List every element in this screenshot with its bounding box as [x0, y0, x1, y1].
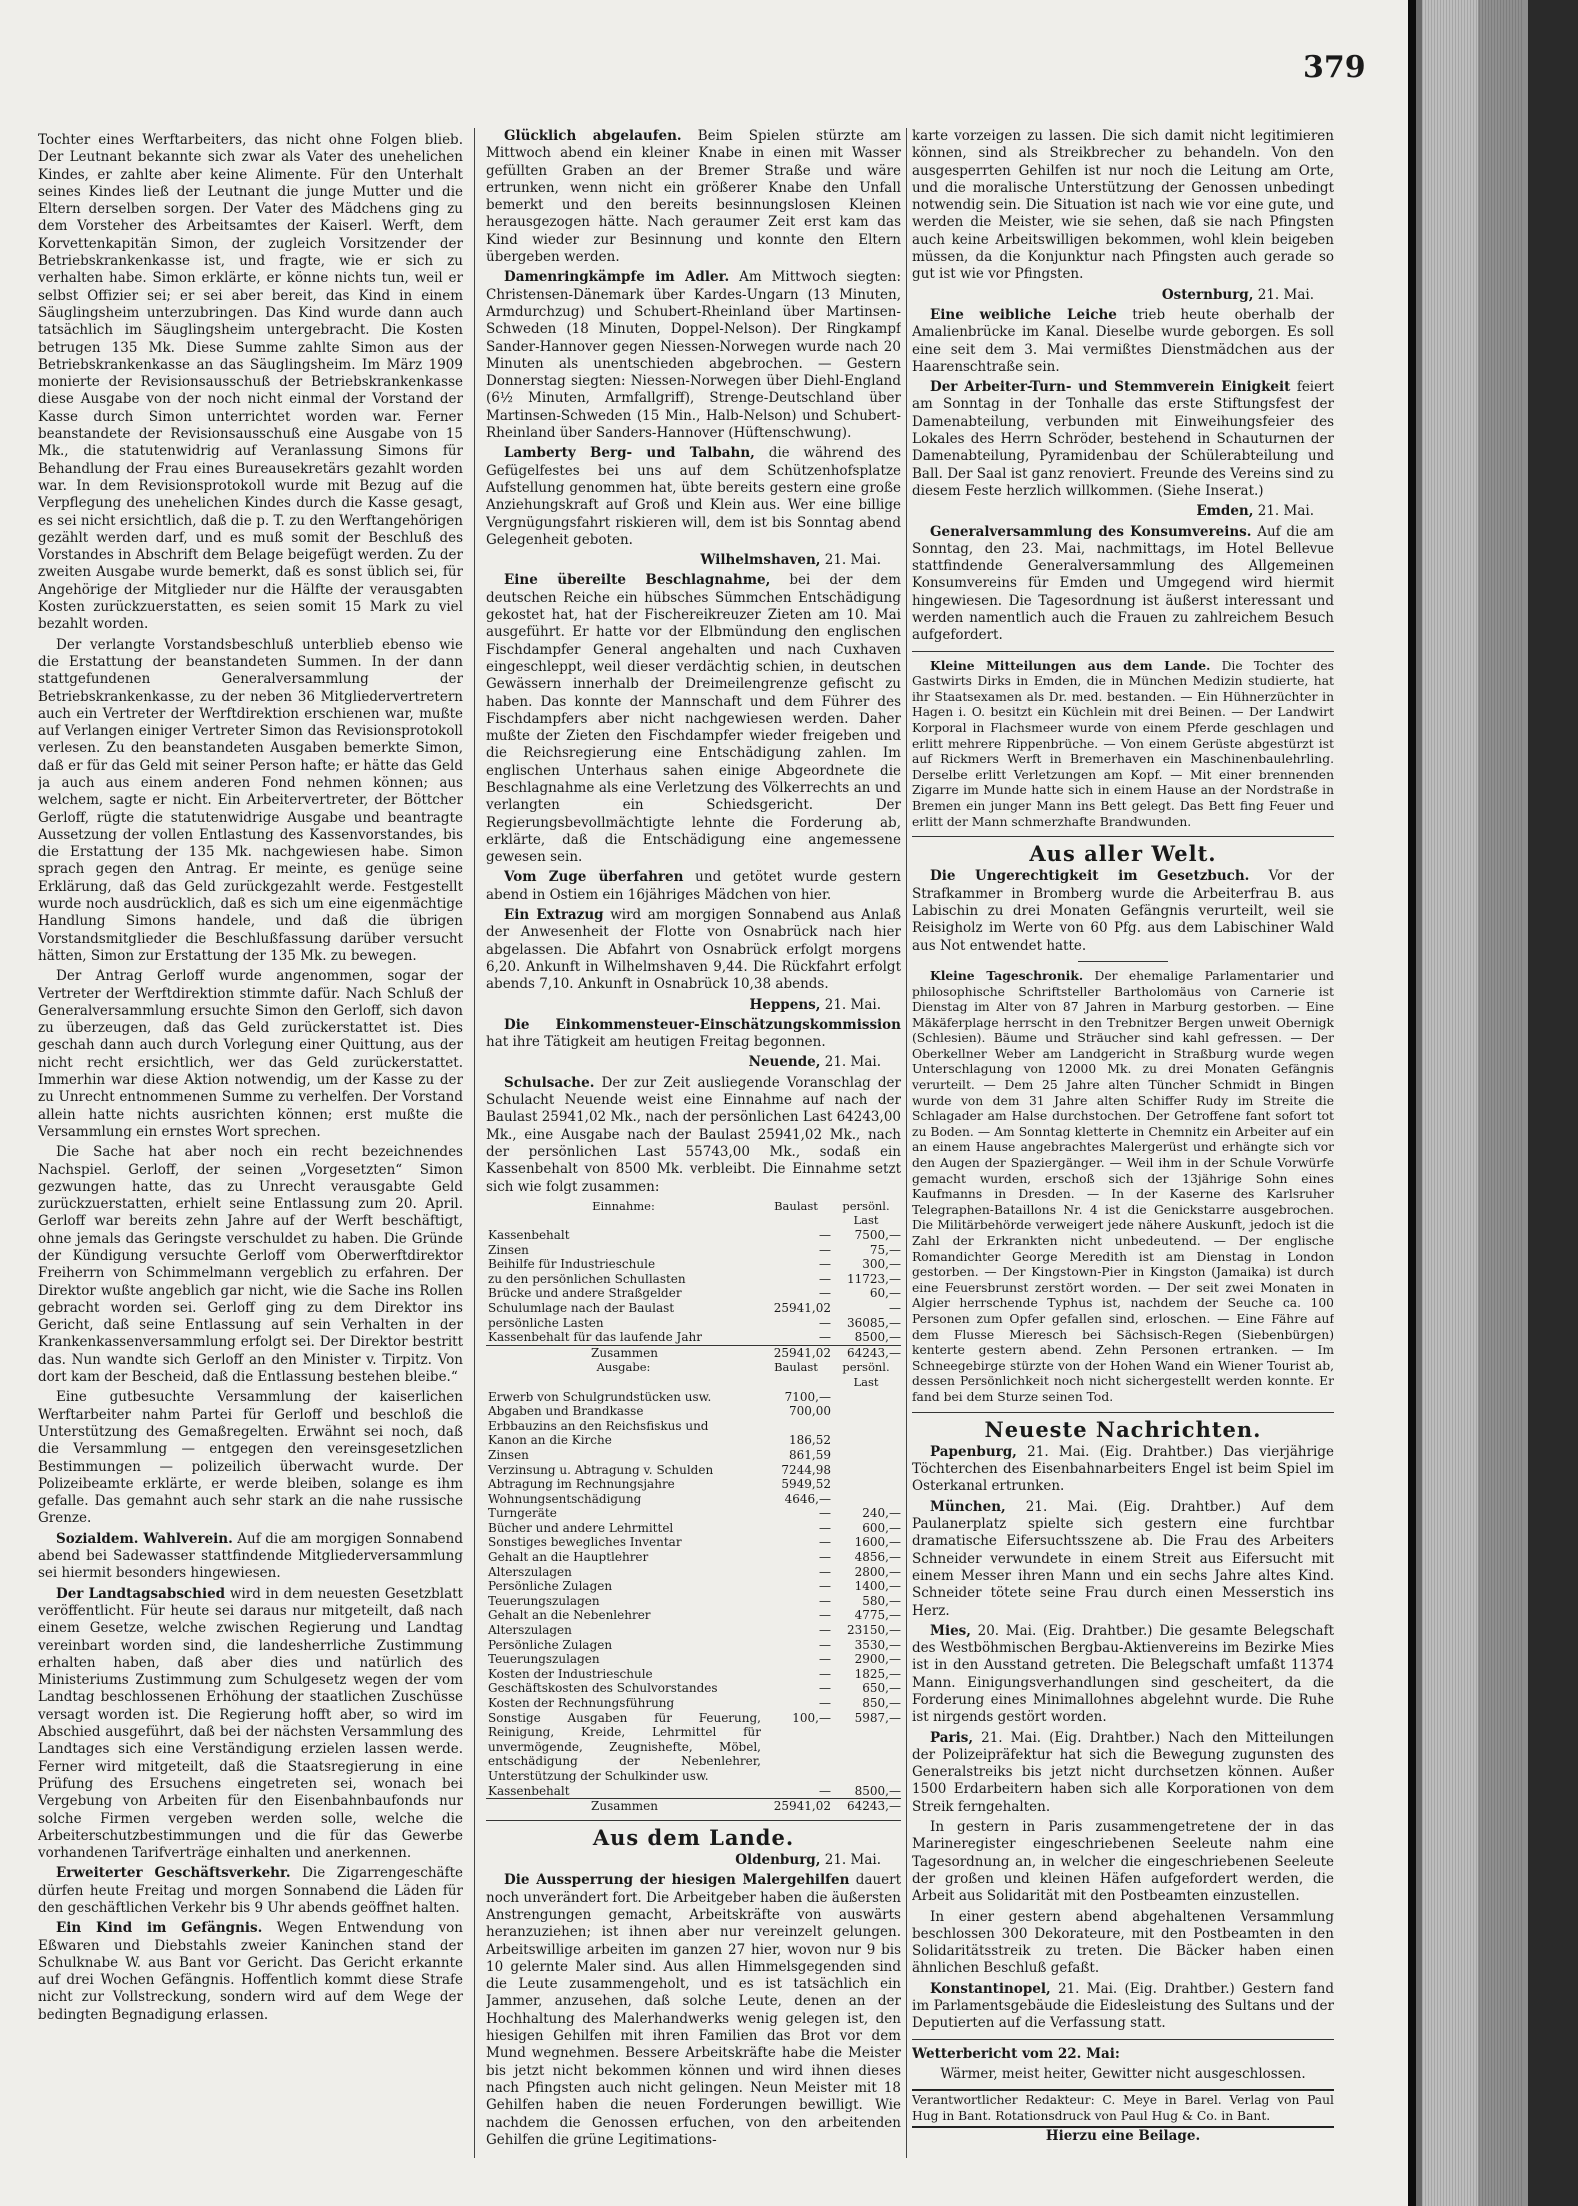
row-label: Kassenbehalt — [488, 1228, 570, 1242]
income-rows — [486, 1199, 901, 1345]
table-row — [486, 1404, 901, 1419]
article-headline: Ein Kind im Gefängnis. — [56, 1920, 263, 1937]
row-label: Kosten der Industrieschule — [488, 1666, 653, 1681]
column-1 — [38, 132, 463, 2172]
row-label: Alterszulagen — [488, 1623, 572, 1638]
row-label: Sonstiges bewegliches Inventar — [488, 1535, 682, 1550]
row-label: Brücke und andere Straßgelder — [488, 1286, 682, 1301]
row-baulast: — — [819, 1608, 831, 1623]
news-body: 21. Mai. (Eig. Drahtber.) Auf dem Paulanerplatz spielte sich gestern eine furchtbar dramatische Eifersuchtsszene ab. Die Frau des Arbeiters Schneider verwundete in einem Streit aus Eifersucht mit einem Messer ihren Mann und ein sechs Jahre altes Kind. Schneider tötete seine Frau durch einen Messerstich ins Herz. — [912, 1498, 1334, 1619]
page-number: 379 — [1303, 50, 1366, 85]
table-row — [486, 1390, 901, 1405]
table-row — [486, 1463, 901, 1478]
row-baulast: — — [819, 1666, 831, 1681]
article-ringkaempfe — [486, 269, 901, 442]
table-row — [486, 1696, 901, 1711]
article-geschaeftsverkehr — [38, 1865, 463, 1917]
expense-total — [486, 1799, 901, 1814]
row-baulast: — — [819, 1315, 831, 1330]
row-label: Erbbauzins an den Reichsfiskus und — [488, 1418, 709, 1433]
row-baulast: 861,59 — [789, 1447, 831, 1462]
section-rule — [486, 1820, 901, 1821]
news-place: München, — [930, 1498, 1006, 1515]
table-row — [486, 1550, 901, 1565]
article-extrazug — [486, 907, 901, 993]
row-label: zu den persönlichen Schullasten — [488, 1271, 686, 1286]
dateline-place: Emden, — [1196, 503, 1254, 520]
row-baulast: — — [819, 1783, 831, 1798]
dateline — [486, 1054, 881, 1071]
income-title: Einnahme: — [592, 1198, 655, 1213]
dateline-date: 21. Mai. — [824, 1852, 881, 1869]
row-baulast: — — [819, 1242, 831, 1257]
row-label: Kassenbehalt — [488, 1783, 570, 1798]
total-baulast: 25941,02 — [761, 1799, 831, 1814]
total-baulast: 25941,02 — [761, 1345, 831, 1360]
dateline — [912, 503, 1314, 520]
row-baulast: — — [819, 1623, 831, 1638]
dateline-place: Wilhelmshaven, — [700, 552, 821, 569]
row-baulast: — — [819, 1550, 831, 1565]
row-persoenl: 1600,— — [854, 1535, 901, 1550]
article-body: Beim Spielen stürzte am Mittwoch abend ein kleiner Knabe in einen mit Wasser gefüllten Graben an der Bremer Straße und wäre ertrunken, wenn nicht ein größerer Knabe den Unfall bemerkt und den bereits besinnungslosen Kleinen herausgezogen hätte. Nach geraumer Zeit erst kam das Kind wieder zur Besinnung und konnte den Eltern übergeben werden. — [486, 128, 901, 266]
table-row — [486, 1448, 901, 1463]
article-body: Der ehemalige Parlamentarier und philosophische Schriftsteller Bartholomäus von Carnerie ist Dienstag im Alter von 87 Jahren in Marburg gestorben. — Eine Mäkäferplage herrscht in den Trebnitzer Bergen unweit Obernigk (Schlesien). Bäume und Sträucher sind kahl gefressen. — Der Oberkellner Weber am Landgericht in Straßburg wurde wegen Unterschlagung von 12000 Mk. zu drei Monaten Gefängnis verurteilt. — Dem 25 Jahre alten Tüncher Schmidt in Bingen wurde von dem 31 Jahre alten Schiffer Rudy im Streite die Schlagader am Halse durchstochen. Der Getroffene fant sofort tot zu Boden. — Am Sonntag kletterte in Chemnitz ein Arbeiter auf ein an einem Hause angebrachtes Malergerüst und erhängte sich vor den Augen der Spaziergänger. — Weil ihm in der Schule Vorwürfe gemacht wurden, erschoß sich der 13jährige Sohn eines Kaufmanns in Dresden. — In der Kaserne des Karlsruher Telegraphen-Bataillons Nr. 4 ist die Genickstarre ausgebrochen. Die Militärbehörde verweigert jede nähere Auskunft, jedoch ist die Zahl der Erkrankten nicht unbedeutend. — Der englische Romandichter George Meredith ist am Dienstag in London gestorben. — Der Kingstown-Pier in Kingston (Jamaika) ist durch eine Feuersbrunst zerstört worden. — Der seit zwei Monaten in Algier herrschende Typhus ist, nachdem der Seuche ca. 100 Personen zum Opfer gefallen sind, erloschen. — Eine Fähre auf dem Flusse Mieresch bei Sächsisch-Regen (Siebenbürgen) kenterte gestern abend. Zehn Personen ertranken. — Im Schneegebirge stürzte von der Hohen Wand ein Wiener Tourist ab, dessen Persönlichkeit noch nicht sichergestellt werden konnte. Er fand bei dem Sturze seinen Tod. — [912, 968, 1334, 1404]
row-baulast: — — [819, 1652, 831, 1667]
news-muenchen — [912, 1499, 1334, 1620]
table-row — [486, 1330, 901, 1345]
article-headline: Damenringkämpfe im Adler. — [504, 269, 730, 286]
row-baulast: 7100,— — [784, 1389, 831, 1404]
row-persoenl: 23150,— — [847, 1623, 901, 1638]
column-divider — [474, 128, 475, 2158]
weather-text: Wärmer, meist heiter, Gewitter nicht ausgeschlossen. — [940, 2065, 1306, 2082]
row-label: Erwerb von Schulgrundstücken usw. — [488, 1389, 712, 1404]
row-baulast — [761, 1419, 831, 1434]
news-paris-seeleute: In gestern in Paris zusammengetretene der in das Marineregister eingeschriebenen Seeleute nahm eine Tagesordnung an, in welcher die eingeschriebenen Seeleute der großen und kleinen Häfen aufgefordert werden, die Arbeit aus Solidarität mit den Postbeamten einzustellen. — [912, 1819, 1334, 1905]
row-label: Kassenbehalt für das laufende Jahr — [488, 1330, 702, 1345]
article-leiche — [912, 307, 1334, 376]
budget-table — [486, 1199, 901, 1814]
article-body: Auf die am Sonntag, den 23. Mai, nachmittags, im Hotel Bellevue stattfindende Generalversammlung des Allgemeinen Konsumvereins für Emden und Umgegend wird hiermit hingewiesen. Die Tagesordnung ist äußerst interessant und werden namentlich auch die Frauen zu zahlreichem Besuch aufgefordert. — [912, 523, 1334, 644]
news-paris — [912, 1730, 1334, 1816]
table-row — [486, 1535, 901, 1550]
row-persoenl: 580,— — [862, 1593, 901, 1608]
article-body: und getötet wurde gestern abend in Ostiem ein 16jähriges Mädchen von hier. — [486, 869, 901, 903]
row-baulast: — — [819, 1271, 831, 1286]
section-rule — [912, 1412, 1334, 1413]
row-label: Persönliche Zulagen — [488, 1579, 613, 1594]
article-tageschronik — [912, 968, 1334, 1406]
section-rule — [912, 2039, 1334, 2040]
row-persoenl: 11723,— — [847, 1271, 901, 1286]
article-headline: Glücklich abgelaufen. — [504, 128, 682, 144]
col-baulast: Baulast — [774, 1360, 818, 1375]
dateline — [486, 1852, 881, 1869]
row-persoenl — [831, 1492, 901, 1507]
news-place: Paris, — [930, 1729, 974, 1746]
article-turnverein — [912, 379, 1334, 500]
article-gluecklich — [486, 128, 901, 266]
table-row — [486, 1784, 901, 1799]
article-konsumverein — [912, 524, 1334, 645]
table-row — [486, 1433, 901, 1448]
article-body: wird in dem neuesten Gesetzblatt veröffentlicht. Für heute sei daraus nur mitgeteilt, daß nach einem Gesetze, welche zwischen Regierung und Landtag vereinbart worden sind, die landesherrliche Zustimmung erhalten haben, daß aber dies und natürlich des Ministeriums Zustimmung zum Schulgesetz wegen der vom Landtag beschlossenen Erhöhung der staatlichen Zuschüsse versagt worden ist. Die Regierung hofft aber, so wird im Abschied ausgeführt, daß bei der nächsten Versammlung des Landtages sich eine Verständigung erzielen lassen werde. Ferner wird mitgeteilt, daß die Staatsregierung in eine Prüfung des Ersuchens eingetreten sei, wonach bei Vergebung von Arbeiten für den Eisenbahnbaufonds nur solche Firmen vergeben werden solle, welche die Arbeiterschutzbestimmungen und die für das Gewerbe vorhandenen Tarifverträge einhalten und anerkennen. — [38, 1585, 463, 1862]
total-label: Zusammen — [486, 1345, 761, 1360]
row-baulast: — — [819, 1579, 831, 1594]
row-label: Kosten der Rechnungsführung — [488, 1696, 675, 1710]
row-label: Zinsen — [488, 1447, 529, 1462]
book-binding-edge — [1408, 0, 1578, 2206]
article-headline: Sozialdem. Wahlverein. — [56, 1530, 233, 1547]
weather-report — [912, 2046, 1334, 2063]
table-row — [486, 1711, 901, 1784]
row-baulast: — — [819, 1257, 831, 1272]
article-body: Die Tochter des Gastwirts Dirks in Emden, die in München Medizin studierte, hat ihr Staatsexamen als Dr. med. bestanden. — Ein Hühnerzüchter in Hagen i. O. besitzt ein Küchlein mit drei Beinen. — Der Landwirt Korporal in Flachsmeer wurde von einem Pferde geschlagen und erlitt mehrere Rippenbrüche. — Von einem Gerüste abgestürzt ist auf Rickmers Werft in Bremerhaven ein Maschinenbaulehrling. Derselbe erlitt Verletzungen am Kopf. — Mit einer brennenden Zigarre im Munde hatte sich in einem Hause an der Nordstraße in Bremen ein junger Mann ins Bett gelegt. Das Bett fing Feuer und erlitt der Mann schmerzhafte Brandwunden. — [912, 658, 1334, 829]
article-body: hat ihre Tätigkeit am heutigen Freitag begonnen. — [486, 1034, 826, 1051]
table-row — [486, 1594, 901, 1609]
article-headline: Die Ungerechtigkeit im Gesetzbuch. — [930, 868, 1250, 885]
row-baulast: 5949,52 — [781, 1477, 831, 1492]
row-baulast: 186,52 — [789, 1433, 831, 1448]
dateline — [486, 552, 881, 569]
news-body: 21. Mai. (Eig. Drahtber.) Nach den Mitteilungen der Polizeipräfektur hat sich die Bewegung zugunsten des Generalstreiks bis jetzt nicht durchsetzen können. Außer 1500 Erdarbeitern haben sich alle Korporationen von dem Streik ferngehalten. — [912, 1729, 1334, 1815]
news-place: Mies, — [930, 1622, 971, 1639]
row-label: Schulumlage nach der Baulast — [488, 1300, 675, 1315]
article-headline: Vom Zuge überfahren — [504, 869, 684, 886]
article-headline: Der Arbeiter-Turn- und Stemmverein Einigkeit — [930, 379, 1291, 396]
row-label: Wohnungsentschädigung — [488, 1491, 642, 1506]
total-persoenl: 64243,— — [831, 1799, 901, 1814]
row-baulast: — — [819, 1593, 831, 1608]
section-rule — [912, 836, 1334, 837]
row-persoenl — [831, 1404, 901, 1419]
article-body: bei der dem deutschen Reiche ein hübsches Sümmchen Entschädigung gekostet hat, hat der Fischereikreuzer Zieten am 10. Mai ausgeführt. Er hatte vor der Elbmündung den englischen Fischdampfer General angehalten und nach Cuxhaven eingeschleppt, weil dieser verdächtig schien, in deutschen Gewässern innerhalb der Dreimeilengrenze gefischt zu haben. Das konnte der Mannschaft und dem Führer des Fischdampfers aber nicht nachgewiesen werden. Daher mußte der Zieten den Fischdampfer wieder freigeben und die Reichsregierung eine Entschädigung zahlen. Im englischen Unterhaus sahen einige Abgeordnete die Beschlagnahme als eine Verletzung des Völkerrechts an und verlangten ein Schiedsgericht. Der Regierungsbevollmächtigte lehnte die Forderung ab, erklärte, daß die Entschädigung eine angemessene gewesen sein. — [486, 572, 901, 866]
dateline-date: 21. Mai. — [1257, 503, 1314, 520]
article-schulsache — [486, 1075, 901, 1196]
section-rule — [912, 651, 1334, 652]
row-persoenl: — — [889, 1300, 901, 1315]
row-baulast: — — [819, 1286, 831, 1301]
column-2 — [486, 128, 901, 2168]
article-body: trieb heute oberhalb der Amalienbrücke im Kanal. Dieselbe wurde geborgen. Es soll eine seit dem 3. Mai vermißtes Dienstmädchen aus der Haarenschtraße sein. — [912, 306, 1334, 375]
row-label: Kanon an die Kirche — [488, 1433, 612, 1448]
column-divider — [906, 128, 907, 2158]
table-row — [486, 1419, 901, 1434]
row-label: Beihilfe für Industrieschule — [488, 1257, 656, 1272]
article-zug — [486, 869, 901, 904]
row-baulast: — — [819, 1535, 831, 1550]
table-row — [486, 1506, 901, 1521]
dateline-place: Neuende, — [748, 1054, 821, 1071]
col-persoenl: persönl. Last — [842, 1360, 890, 1389]
row-label: Sonstige Ausgaben für Feuerung, Reinigung, Kreide, Lehrmittel für unvermögende, Zeugnishefte, Möbel, entschädigung der Nebenlehrer, Unterstützung der Schulkinder usw. — [488, 1710, 761, 1783]
article-aussperrung — [486, 1872, 901, 2149]
row-baulast: 700,00 — [789, 1404, 831, 1419]
row-persoenl — [831, 1477, 901, 1492]
article-text: Der Antrag Gerloff wurde angenommen, sogar der Vertreter der Werftdirektion stimmte dafür. Nach Schluß der Generalversammlung ersuchte Simon den Gerloff, sich davon zu überzeugen, daß das Geld zurückerstattet ist. Dies geschah dann auch durch Vorlegung einer Quittung, aus der nicht recht ersichtlich, wer das Geld zurückerstattet. Immerhin war diese Aktion notwendig, um der Kasse zu der zu Unrecht entnommenen Summe zu verhelfen. Der Vorstand allein hatte nichts ausrichten können; erst mußte die Versammlung ein ernstes Wort sprechen. — [38, 968, 463, 1140]
row-baulast: — — [819, 1564, 831, 1579]
row-persoenl: 8500,— — [854, 1330, 901, 1345]
row-label: Abgaben und Brandkasse — [488, 1404, 644, 1419]
row-persoenl: 4775,— — [854, 1608, 901, 1623]
table-row — [486, 1681, 901, 1696]
article-text: Eine gutbesuchte Versammlung der kaiserlichen Werftarbeiter nahm Partei für Gerloff und beschloß die Unterstützung des Gemaßregelten. Erwähnt sei noch, daß die Versammlung — entgegen den vereinsgesetzlichen Bestimmungen — polizeilich überwacht wurde. Der Polizeibeamte erklärte, er werde bleiben, solange es ihm gefalle. Das gemahnt auch sehr stark an die nahe russische Grenze. — [38, 1389, 463, 1527]
row-persoenl: 1400,— — [854, 1579, 901, 1594]
table-row — [486, 1257, 901, 1272]
article-mitteilungen — [912, 658, 1334, 831]
row-persoenl: 5987,— — [854, 1710, 901, 1725]
row-persoenl: 300,— — [862, 1257, 901, 1272]
row-persoenl: 8500,— — [854, 1783, 901, 1798]
row-label: Abtragung im Rechnungsjahre — [488, 1477, 675, 1492]
article-body: Vor der Strafkammer in Bromberg wurde die Arbeiterfrau B. aus Labischin zu drei Monaten Gefängnis verurteilt, weil sie Reisigholz im Werte von 60 Pfg. aus dem Labischiner Wald aus Not entwendet hatte. — [912, 868, 1334, 954]
article-body: wird am morgigen Sonnabend aus Anlaß der Anwesenheit der Flotte von Osnabrück nach hier abgelassen. Die Abfahrt von Osnabrück erfolgt morgens 6,20. Ankunft in Wilhelmshaven 9,44. Die Rückfahrt erfolgt abends 7,10. Ankunft in Osnabrück 10,38 abends. — [486, 907, 901, 993]
row-persoenl: 2900,— — [854, 1652, 901, 1667]
row-label: Gehalt an die Hauptlehrer — [488, 1550, 649, 1565]
column-3 — [912, 128, 1334, 2168]
table-row — [486, 1492, 901, 1507]
table-row — [486, 1477, 901, 1492]
article-body: die während des Gefügelfestes bei uns auf dem Schützenhofsplatze Aufstellung genommen hat, übte bereits gestern eine große Anziehungskraft auf Groß und Klein aus. Wer eine billige Vergnügungsfahrt riskieren will, dem ist bis Sonntag abend Gelegenheit geboten. — [486, 445, 901, 548]
news-mies — [912, 1623, 1334, 1727]
article-headline: Lamberty Berg- und Talbahn, — [504, 445, 755, 462]
row-baulast: — — [819, 1681, 831, 1696]
table-row — [486, 1301, 901, 1316]
news-place: Konstantinopel, — [930, 1980, 1051, 1997]
article-text: Tochter eines Werftarbeiters, das nicht ohne Folgen blieb. Der Leutnant bekannte sich zwar als Vater des unehelichen Kindes, er zahlte aber keine Alimente. Für den Unterhalt seines Kindes ließ der Leutnant die junge Mutter und die Eltern derselben sorgen. Der Vater des Mädchens ging zu dem Vorsteher des Arbeitsamtes der Kaiserl. Werft, dem Korvettenkapitän Simon, der zugleich Vorsitzender der Betriebskrankenkasse ist, und fragte, wie er sich zu verhalten habe. Simon erklärte, er könne nichts tun, weil er selbst Offizier sei; er sei aber bereit, das Kind in einem Säuglingsheim unterzubringen. Das Kind wurde dann auch tatsächlich im Säuglingsheim untergebracht. Die Kosten betrugen 135 Mk. Diese Summe zahlte Simon aus der Betriebskrankenkasse an das Säuglingsheim. Im März 1909 monierte der Revisionsausschuß der Betriebskrankenkasse diese Ausgabe von der noch nicht einmal der Vorstand der Kasse durch Simon unterrichtet worden war. Ferner beanstandete der Revisionsausschuß eine Ausgabe von 15 Mk., die statutenwidrig auf Veranlassung Simons für Behandlung der Frau eines Bureausekretärs gezahlt worden war. In dem Revisionsprotokoll wurde mit Bezug auf die Verpflegung des unehelichen Kindes durch die Kasse gesagt, es sei nicht ersichtlich, daß die p. T. zu den Werftangehörigen gezählt werden darf, und es muß somit der Beschluß des Vorstandes in Abschrift dem Belage beigefügt werden. Zu der zweiten Ausgabe wurde bemerkt, daß es sonst üblich sei, für Angehörige der Mitglieder nur die Hälfte der verausgabten Kosten zurückzuerstatten, es seien somit 15 Mark zu viel bezahlt worden. — [38, 132, 463, 633]
row-label: Verzinsung u. Abtragung v. Schulden — [488, 1462, 714, 1477]
section-header-welt: Aus aller Welt. — [1029, 841, 1217, 867]
row-persoenl: 600,— — [862, 1520, 901, 1535]
table-row — [486, 1316, 901, 1331]
article-landtagsabschied — [38, 1586, 463, 1863]
row-persoenl: 850,— — [862, 1696, 901, 1710]
imprint: Verantwortlicher Redakteur: C. Meye in Barel. Verlag von Paul Hug in Bant. Rotationsdruck von Paul Hug & Co. in Bant. — [912, 2089, 1334, 2128]
row-label: Gehalt an die Nebenlehrer — [488, 1608, 651, 1623]
article-talbahn — [486, 445, 901, 549]
table-row — [486, 1521, 901, 1536]
article-headline: Der Landtagsabschied — [56, 1585, 226, 1602]
article-headline: Eine übereilte Beschlagnahme, — [504, 572, 771, 589]
news-paris-dekorateure: In einer gestern abend abgehaltenen Versammlung beschlossen 300 Dekorateure, mit den Postbeamten in den Solidaritätsstreik zu treten. Die Bäcker haben einen ähnlichen Beschluß gefaßt. — [912, 1908, 1334, 1977]
supplement-note: Hierzu eine Beilage. — [1045, 2128, 1201, 2145]
news-body: 21. Mai. (Eig. Drahtber.) Gestern fand im Parlamentsgebäude die Eidesleistung des Sultans und der Deputierten auf die Verfassung statt. — [912, 1980, 1334, 2032]
article-text: karte vorzeigen zu lassen. Die sich damit nicht legitimieren können, sind als Streikbrecher zu behandeln. Von den ausgesperrten Gehilfen ist nur noch die Leitung am Orte, und die moralische Unterstützung der Genossen unbedingt notwendig sein. Die Situation ist nach wie vor eine gute, und werden die Meister, wie sie sehen, daß sie nach Pfingsten auch keine Arbeitswilligen bekommen, wohl klein beigeben müssen, da die Konjunktur nach Pfingsten auch gerade so gut ist wie vor Pfingsten. — [912, 128, 1334, 283]
total-persoenl: 64243,— — [831, 1345, 901, 1360]
dateline-date: 21. Mai. — [824, 552, 881, 569]
row-persoenl: 2800,— — [854, 1564, 901, 1579]
row-persoenl — [831, 1419, 901, 1434]
dateline-place: Oldenburg, — [735, 1852, 821, 1869]
table-row — [486, 1228, 901, 1243]
row-baulast: — — [819, 1330, 831, 1345]
table-row — [486, 1667, 901, 1682]
article-kommission — [486, 1017, 901, 1052]
short-rule — [1078, 961, 1168, 962]
article-ungerechtigkeit — [912, 868, 1334, 954]
row-baulast: 25941,02 — [773, 1300, 831, 1315]
row-label: Turngeräte — [488, 1506, 557, 1521]
row-baulast: — — [819, 1506, 831, 1521]
weather-title: Wetterbericht vom 22. Mai: — [912, 2045, 1120, 2062]
section-header-lande: Aus dem Lande. — [592, 1824, 795, 1850]
article-headline: Kleine Tageschronik. — [930, 967, 1084, 983]
news-konstantinopel — [912, 1981, 1334, 2033]
article-headline: Eine weibliche Leiche — [930, 306, 1117, 323]
table-row — [486, 1243, 901, 1258]
news-body: 21. Mai. (Eig. Drahtber.) Das vierjährige Töchterchen des Eisenbahnarbeiters Engel ist beim Spiel im Osterkanal ertrunken. — [912, 1443, 1334, 1495]
row-baulast: 4646,— — [784, 1491, 831, 1506]
row-label: Zinsen — [488, 1242, 529, 1257]
table-row — [486, 1652, 901, 1667]
row-persoenl — [831, 1433, 901, 1448]
article-body: dauert noch unverändert fort. Die Arbeitgeber haben die äußersten Anstrengungen gemacht, Arbeitskräfte von auswärts heranzuziehen; ist ihnen aber nur vereinzelt gelungen. Arbeitswillige arbeiten im ganzen 27 hier, wovon nur 9 bis 10 gelernte Maler sind. Aus allen Himmelsgegenden sind die Leute zusammengeholt, und es ist tatsächlich ein Jammer, anzusehen, daß solche Leute, denen an der Hochhaltung des Malerhandwerks wenig gelegen ist, den hiesigen Gehilfen mit ihren Familien das Brot vor dem Mund wegnehmen. Bessere Arbeitskräfte habe die Meister bis jetzt nicht bekommen können und wird ihnen dieses nach Pfingsten auch nicht gelingen. Neun Meister mit 18 Gehilfen haben die neuen Forderungen bewilligt. Wie nachdem die Genossen erfuchen, von den arbeitenden Gehilfen die grüne Legitimations- — [486, 1872, 901, 2148]
row-persoenl: 60,— — [869, 1286, 901, 1301]
row-baulast: 7244,98 — [781, 1462, 831, 1477]
table-row — [486, 1623, 901, 1638]
dateline — [486, 997, 881, 1014]
row-persoenl: 3530,— — [854, 1637, 901, 1652]
row-persoenl — [831, 1463, 901, 1478]
row-label: Persönliche Zulagen — [488, 1637, 613, 1652]
expense-rows — [486, 1360, 901, 1798]
row-baulast: 100,— — [792, 1710, 831, 1725]
income-total — [486, 1345, 901, 1360]
row-baulast: — — [819, 1637, 831, 1652]
news-papenburg — [912, 1444, 1334, 1496]
expense-title: Ausgabe: — [596, 1360, 651, 1375]
row-label: Teuerungszulagen — [488, 1652, 600, 1667]
row-label: Alterszulagen — [488, 1564, 572, 1579]
article-headline: Schulsache. — [504, 1074, 595, 1091]
dateline — [912, 287, 1314, 304]
col-baulast: Baulast — [774, 1198, 818, 1213]
article-headline: Die Aussperrung der hiesigen Malergehilfen — [504, 1872, 850, 1889]
row-baulast: — — [819, 1520, 831, 1535]
total-label: Zusammen — [486, 1799, 761, 1814]
article-headline: Generalversammlung des Konsumvereins. — [930, 523, 1252, 540]
article-wahlverein — [38, 1531, 463, 1583]
news-body: 20. Mai. (Eig. Drahtber.) Die gesamte Belegschaft des Westböhmischen Bergbau-Aktienvereins im Bezirke Mies ist in den Ausstand getreten. Die Belegschaft umfaßt 11374 Mann. Einigungsverhandlungen sind gescheitert, da die Forderung eines Minimallohnes abgelehnt wurde. Die Ruhe ist nirgends gestört worden. — [912, 1622, 1334, 1726]
row-persoenl: 36085,— — [847, 1315, 901, 1330]
row-persoenl: 1825,— — [854, 1666, 901, 1681]
row-persoenl: 240,— — [862, 1506, 901, 1521]
table-row — [486, 1272, 901, 1287]
article-beschlagnahme — [486, 572, 901, 866]
table-row — [486, 1579, 901, 1594]
row-baulast: — — [819, 1696, 831, 1710]
table-row — [486, 1565, 901, 1580]
row-label: Teuerungszulagen — [488, 1593, 600, 1608]
article-headline: Kleine Mitteilungen aus dem Lande. — [930, 657, 1211, 673]
article-kind-gefaengnis — [38, 1920, 463, 2024]
col-persoenl: persönl. Last — [842, 1198, 890, 1228]
dateline-date: 21. Mai. — [824, 1054, 881, 1071]
article-headline: Ein Extrazug — [504, 907, 604, 924]
article-body: Die Zigarrengeschäfte dürfen heute Freitag und morgen Sonnabend die Läden für den geschäftlichen Verkehr bis 9 Uhr abends geöffnet halten. — [38, 1865, 463, 1916]
article-text: Die Sache hat aber noch ein recht bezeichnendes Nachspiel. Gerloff, der seinen „Vorgesetzten“ Simon gezwungen hatte, das zu Unrecht verausgabte Geld zurückzuerstatten, erhielt seine Entlassung zum 20. April. Gerloff war bereits zehn Jahre auf der Werft beschäftigt, ohne jemals das Geringste verschuldet zu haben. Die Gründe der Kündigung versuchte Gerloff vom Oberwerftdirektor Freiherrn von Schimmelmann vergeblich zu erfahren. Der Direktor wußte angeblich gar nicht, wie die Sache ins Rollen gebracht worden sei. Gerloff ging zu dem Direktor ins Gericht, daß seine Entlassung auf sein Verhalten in der Krankenkassenversammlung erfolgt sei. Der Direktor bestritt das. Nun wandte sich Gerloff an den Minister v. Tirpitz. Von dort kam der Bescheid, daß die Entlassung bestehen bleibe.“ — [38, 1144, 463, 1386]
row-label: Bücher und andere Lehrmittel — [488, 1520, 674, 1535]
row-label: persönliche Lasten — [488, 1315, 604, 1330]
section-header-neueste: Neueste Nachrichten. — [984, 1416, 1262, 1442]
dateline-place: Osternburg, — [1161, 286, 1254, 303]
article-headline: Die Einkommensteuer-Einschätzungskommission — [504, 1016, 901, 1033]
dateline-place: Heppens, — [749, 996, 821, 1013]
article-body: Der zur Zeit ausliegende Voranschlag der Schulacht Neuende weist eine Einnahme auf nach der Baulast 25941,02 Mk., nach der persönlichen Last 64243,00 Mk., eine Ausgabe nach der Baulast 25941,02 Mk., nach der persönlichen Last 55743,00 Mk., sodaß ein Kassenbehalt von 8500 Mk. verbleibt. Die Einnahme setzt sich wie folgt zusammen: — [486, 1074, 901, 1195]
row-persoenl: 75,— — [869, 1242, 901, 1257]
table-row — [486, 1608, 901, 1623]
article-text: Der verlangte Vorstandsbeschluß unterblieb ebenso wie die Erstattung der beanstandeten Summen. In der dann stattgefundenen Generalversammlung der Betriebskrankenkasse, zu der neben 36 Mitgliedervertretern auch ein Vertreter der Werftdirektion erschienen war, mußte auf Verlangen einiger Vertreter Simon das Revisionsprotokoll verlesen. Zu den beanstandeten Ausgaben bemerkte Simon, daß er für das Geld mit seiner Person hafte; er hätte das Geld ja auch aus einem anderen Fond nehmen können; aus welchem, sagte er nicht. Ein Arbeitervertreter, der Böttcher Gerloff, rügte die statutenwidrige Ausgabe und beantragte Aussetzung der vollen Entlastung des Kassenvorstandes, bis die Erstattung der 135 Mk. nachgewiesen habe. Simon sprach gegen den Antrag. Er meinte, es genüge seine Erklärung, daß das Geld zurückgezahlt werde. Festgestellt wurde noch ausdrücklich, daß es sich um eine eigenmächtige Handlung Simons handele, und daß die übrigen Vorstandsmitglieder die Beschlußfassung darüber versucht hätten, Simon zur Erstattung der 135 Mk. zu bewegen. — [38, 636, 463, 964]
article-headline: Erweiterter Geschäftsverkehr. — [56, 1865, 291, 1882]
article-body: Wegen Entwendung von Eßwaren und Diebstahls zweier Kaninchen stand der Schulknabe W. aus Bant vor Gericht. Das Gericht erkannte auf drei Wochen Gefängnis. Hoffentlich kommt diese Strafe nicht zur Vollstreckung, sondern wird auf dem Wege der bedingten Begnadigung erlassen. — [38, 1920, 463, 2023]
news-place: Papenburg, — [930, 1443, 1017, 1460]
row-persoenl — [831, 1390, 901, 1405]
row-label: Geschäftskosten des Schulvorstandes — [488, 1681, 718, 1696]
row-baulast: — — [819, 1228, 831, 1242]
row-persoenl: 650,— — [862, 1681, 901, 1696]
article-body: Auf die am morgigen Sonnabend abend bei Sadewasser stattfindende Mitgliederversammlung sei hiermit besonders hingewiesen. — [38, 1530, 463, 1582]
dateline-date: 21. Mai. — [824, 996, 881, 1013]
article-body: Am Mittwoch siegten: Christensen-Dänemark über Kardes-Ungarn (13 Minuten, Armdurchzug) und Schubert-Rheinland über Martinsen-Schweden (18 Minuten, Doppel-Nelson). Der Ringkampf Sander-Hannover gegen Niessen-Norwegen wurde nach 20 Minuten als unentschieden abgebrochen. — Gestern Donnerstag siegten: Niessen-Norwegen über Diehl-England (6½ Minuten, Armfallgriff), Strenge-Deutschland über Martinsen-Schweden (15 Min., Halb-Nelson) und Schubert-Rheinland über Sanders-Hannover (Hüftenschwung). — [486, 269, 901, 442]
row-persoenl — [831, 1448, 901, 1463]
row-persoenl: 7500,— — [854, 1228, 901, 1242]
table-row — [486, 1638, 901, 1653]
article-body: feiert am Sonntag in der Tonhalle das erste Stiftungsfest der Damenabteilung, verbunden mit Einweihungsfeier des Lokales des Herrn Schröder, bestehend in Schauturnen der Damenabteilung, Pyramidenbau der Schülerabteilung und Ball. Der Saal ist ganz renoviert. Freunde des Vereins sind zu diesem Feste herzlich willkommen. (Siehe Inserat.) — [912, 379, 1334, 499]
table-row — [486, 1286, 901, 1301]
row-persoenl: 4856,— — [854, 1550, 901, 1565]
dateline-date: 21. Mai. — [1257, 286, 1314, 303]
